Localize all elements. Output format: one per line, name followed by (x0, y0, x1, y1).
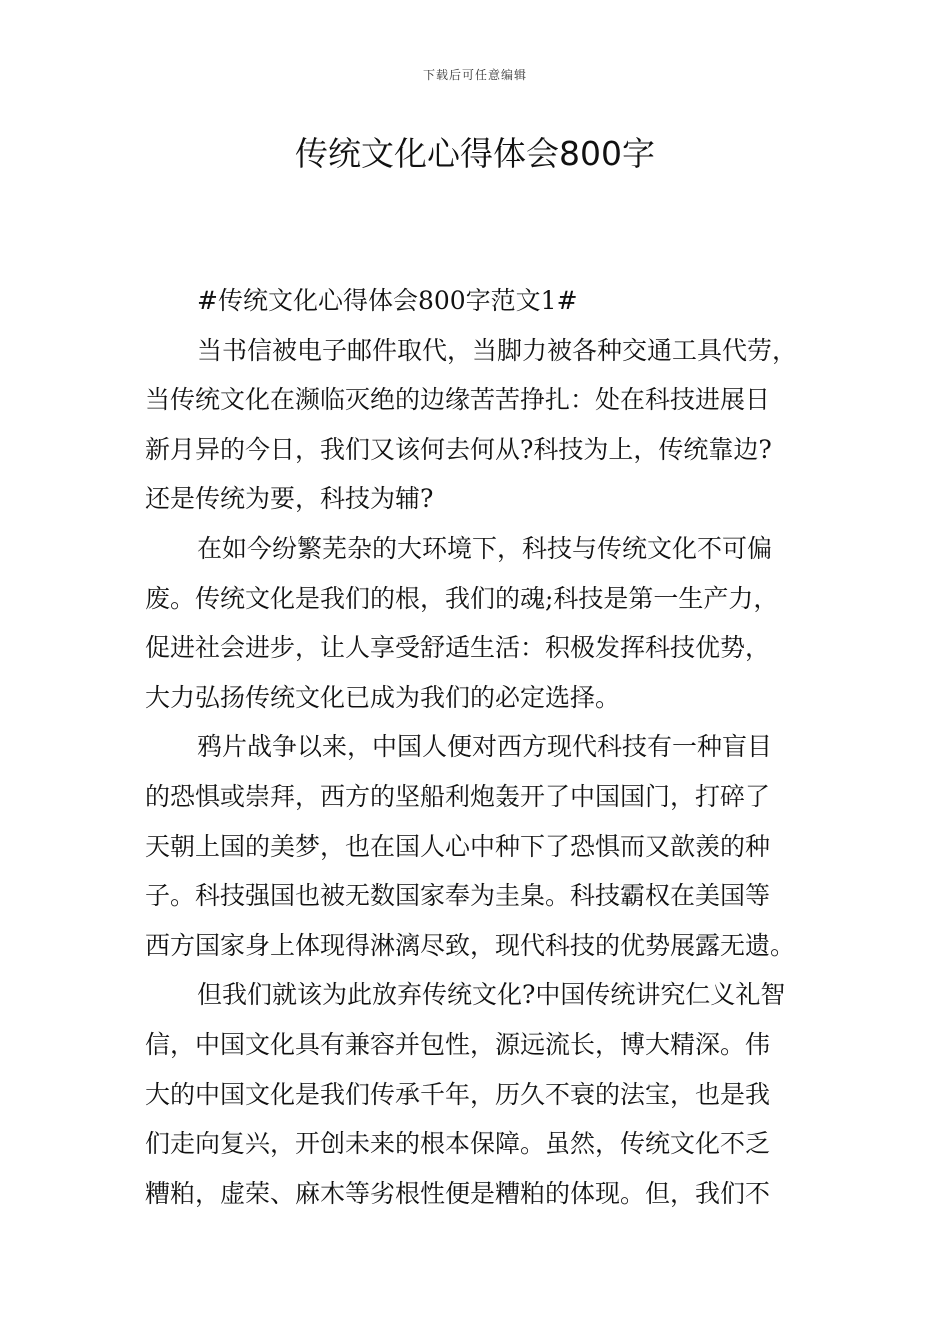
document-title: 传统文化心得体会800字 (295, 134, 655, 173)
paragraph-line: 大力弘扬传统文化已成为我们的必定选择。 (145, 682, 621, 712)
paragraph-line: 当传统文化在濒临灭绝的边缘苦苦挣扎：处在科技进展日 (145, 385, 771, 415)
paragraph-line: 天朝上国的美梦，也在国人心中种下了恐惧而又歆羡的种 (145, 831, 771, 861)
paragraph-line: 信，中国文化具有兼容并包性，源远流长，博大精深。伟 (145, 1029, 771, 1059)
page-header-note: 下载后可任意编辑 (422, 68, 527, 82)
paragraph-line: 们走向复兴，开创未来的根本保障。虽然，传统文化不乏 (145, 1129, 771, 1159)
paragraph-line: 在如今纷繁芜杂的大环境下，科技与传统文化不可偏 (197, 533, 773, 563)
section-heading: #传统文化心得体会800字范文1# (197, 286, 578, 315)
paragraph-line: 促进社会进步，让人享受舒适生活：积极发挥科技优势， (145, 633, 771, 663)
paragraph-line: 大的中国文化是我们传承千年，历久不衰的法宝，也是我 (145, 1079, 771, 1109)
paragraph-line: 糟粕，虚荣、麻木等劣根性便是糟粕的体现。但，我们不 (145, 1178, 771, 1208)
paragraph-1 (145, 326, 810, 524)
paragraph-2 (145, 524, 810, 722)
paragraph-line: 鸦片战争以来，中国人便对西方现代科技有一种盲目 (197, 732, 773, 762)
paragraph-line: 西方国家身上体现得淋漓尽致，现代科技的优势展露无遗。 (145, 930, 796, 960)
paragraph-line: 还是传统为要，科技为辅? (145, 484, 434, 514)
paragraph-line: 的恐惧或崇拜，西方的坚船利炮轰开了中国国门，打碎了 (145, 781, 771, 811)
paragraph-3 (145, 722, 810, 970)
paragraph-line: 子。科技强国也被无数国家奉为圭臬。科技霸权在美国等 (145, 881, 771, 911)
paragraph-4 (145, 970, 810, 1218)
paragraph-line: 新月异的今日，我们又该何去何从?科技为上，传统靠边? (145, 434, 772, 464)
document-body (145, 276, 810, 1218)
paragraph-line: 当书信被电子邮件取代，当脚力被各种交通工具代劳， (197, 335, 798, 365)
paragraph-line: 废。传统文化是我们的根，我们的魂;科技是第一生产力， (145, 583, 779, 613)
paragraph-line: 但我们就该为此放弃传统文化?中国传统讲究仁义礼智 (197, 980, 786, 1010)
